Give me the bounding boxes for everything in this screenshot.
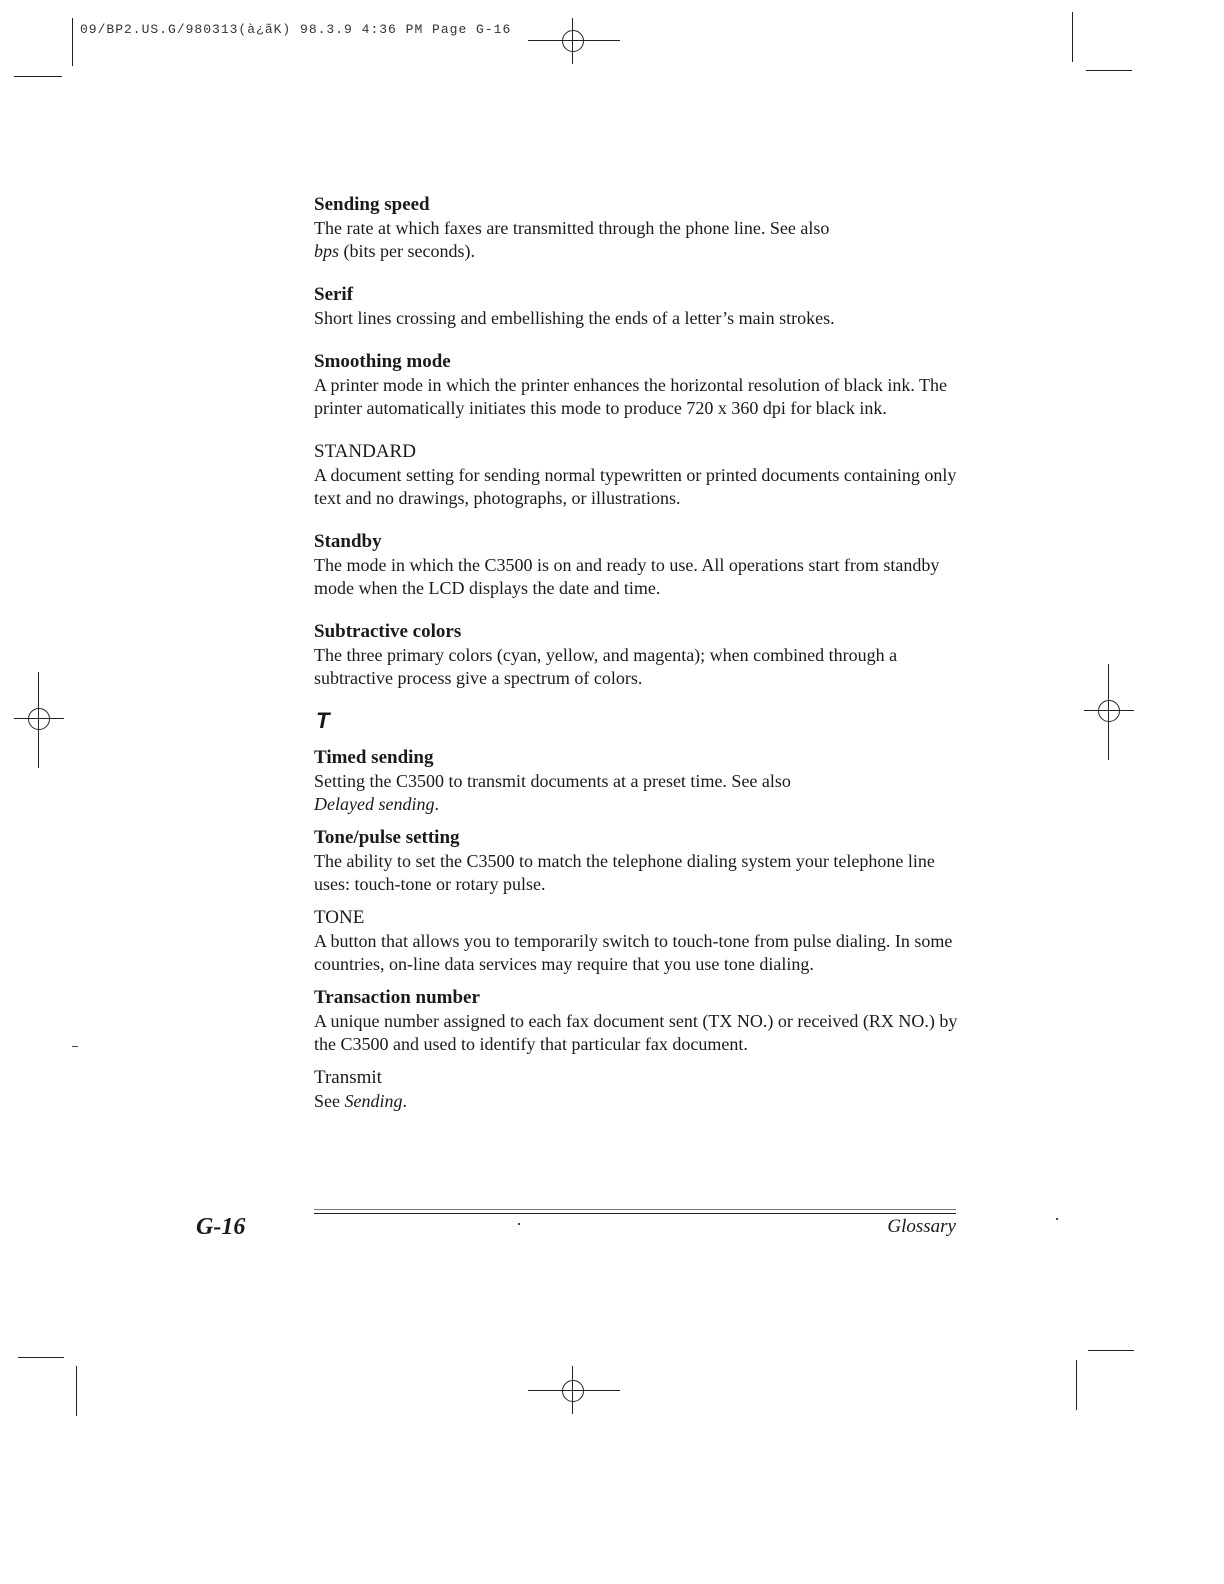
entry-definition: A unique number assigned to each fax document sent (TX NO.) or received (RX NO.) by the C3500 and used to identify that particular fax document. [314, 1011, 958, 1054]
entry-definition: A document setting for sending normal typewritten or printed documents containing only text and no drawings, photographs, or illustrations. [314, 465, 957, 508]
glossary-entry [314, 440, 974, 510]
entry-definition: See Sending. [314, 1091, 407, 1111]
registration-mark-right [1084, 664, 1134, 760]
cross-reference: Sending [344, 1091, 403, 1111]
entry-term: Standby [314, 531, 382, 552]
page-number: G-16 [196, 1214, 246, 1240]
entry-term: TONE [314, 907, 365, 928]
entry-definition: Short lines crossing and embellishing the ends of a letter’s main strokes. [314, 308, 835, 328]
crop-mark [18, 1357, 64, 1358]
entry-term: Tone/pulse setting [314, 827, 460, 848]
glossary-entry [314, 530, 974, 600]
crop-mark [1076, 1360, 1077, 1410]
glossary-entry [314, 283, 974, 330]
section-name: Glossary [887, 1216, 956, 1237]
entry-definition: Setting the C3500 to transmit documents at a preset time. See also Delayed sending. [314, 771, 791, 814]
entry-term: Serif [314, 284, 354, 305]
entry-term: Subtractive colors [314, 621, 462, 642]
crop-mark [76, 1366, 77, 1416]
section-letter: T [316, 708, 330, 733]
entry-definition: The three primary colors (cyan, yellow, and magenta); when combined through a subtractive process give a spectrum of colors. [314, 645, 898, 688]
registration-mark-bottom [528, 1366, 620, 1414]
entry-term: Timed sending [314, 747, 434, 768]
glossary-entry [314, 350, 974, 420]
crop-mark [14, 76, 62, 77]
entry-term: Transmit [314, 1067, 382, 1088]
glossary-content [314, 193, 974, 1123]
entry-term: STANDARD [314, 441, 416, 462]
crop-mark [72, 18, 73, 66]
scan-speck [1056, 1218, 1058, 1220]
print-slug: 09/BP2.US.G/980313(à¿ãK) 98.3.9 4:36 PM Page G-16 [80, 22, 512, 37]
entry-definition: The mode in which the C3500 is on and ready to use. All operations start from standby mode when the LCD displays the date and time. [314, 555, 940, 598]
entry-definition: The rate at which faxes are transmitted through the phone line. See also bps (bits per seconds). [314, 218, 830, 261]
glossary-entry [314, 906, 974, 976]
cross-reference: Delayed sending [314, 794, 435, 814]
entry-term: Smoothing mode [314, 351, 451, 372]
scan-speck [518, 1223, 520, 1225]
entry-definition: A printer mode in which the printer enhances the horizontal resolution of black ink. The printer automatically initiates this mode to produce 720 x 360 dpi for black ink. [314, 375, 947, 418]
footer-rule [314, 1213, 956, 1214]
registration-mark-top [528, 18, 620, 64]
entry-term: Sending speed [314, 194, 430, 215]
glossary-entry [314, 746, 974, 816]
glossary-entry [314, 1066, 974, 1113]
entry-definition: A button that allows you to temporarily switch to touch-tone from pulse dialing. In some countries, on-line data services may require that you use tone dialing. [314, 931, 953, 974]
glossary-entry [314, 986, 974, 1056]
crop-mark [1088, 1350, 1134, 1351]
cross-reference: bps [314, 241, 340, 261]
registration-mark-left [14, 672, 64, 768]
glossary-entry [314, 826, 974, 896]
crop-mark [1086, 70, 1132, 71]
glossary-entry [314, 620, 974, 690]
entry-definition: The ability to set the C3500 to match the telephone dialing system your telephone line uses: touch-tone or rotary pulse. [314, 851, 935, 894]
entry-term: Transaction number [314, 987, 480, 1008]
glossary-entry [314, 193, 974, 263]
scan-speck [72, 1046, 78, 1047]
footer-rule [314, 1209, 956, 1210]
crop-mark [1072, 12, 1073, 62]
